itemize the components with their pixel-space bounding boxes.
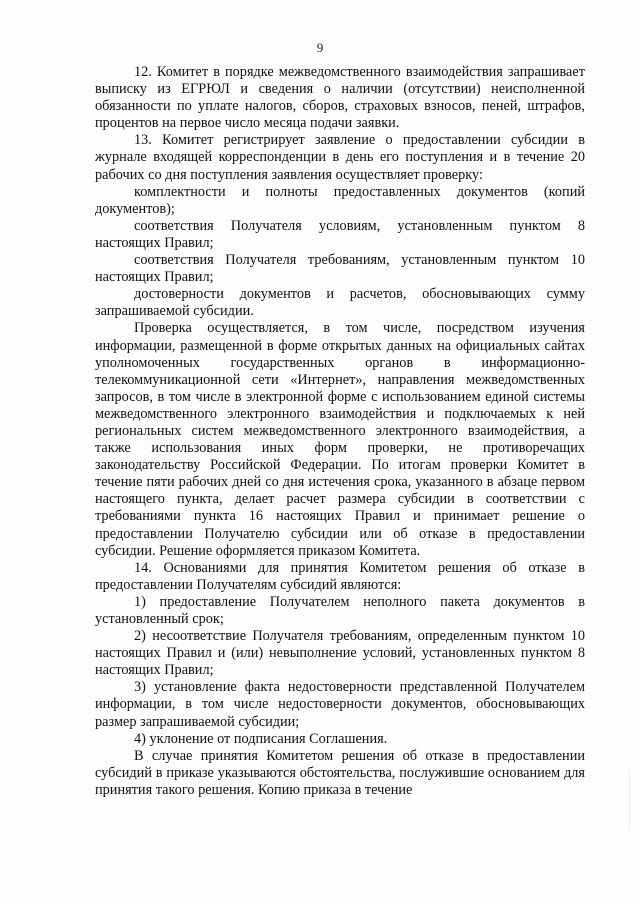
document-body [95,64,585,799]
refusal-ground-4: 4) уклонение от подписания Соглашения. [134,730,388,747]
paragraph-14: 14. Основаниями для принятия Комитетом решения об отказе в предоставлении Получателям субсидий являются: [95,559,585,593]
refusal-ground-1: 1) предоставление Получателем неполного пакета документов в установленный срок; [95,593,585,627]
check-item-reliability: достоверности документов и расчетов, обосновывающих сумму запрашиваемой субсидии. [95,286,585,320]
refusal-ground-2: 2) несоответствие Получателя требованиям, определенным пунктом 10 настоящих Правил и (или) невыполнение условий, установленных пунктом 8 настоящих Правил; [95,628,585,679]
paragraph-12: 12. Комитет в порядке межведомственного взаимодействия запрашивает выписку из ЕГРЮЛ и сведения о наличии (отсутствии) неисполненной обязанности по уплате налогов, сборов, страховых взносов, пеней, штрафов, процентов на первое число месяца подачи заявки. [95,64,585,132]
check-item-completeness: комплектности и полноты предоставленных документов (копий документов); [95,183,585,217]
check-item-conditions: соответствия Получателя условиям, установленным пунктом 8 настоящих Правил; [95,217,585,251]
paragraph-verification: Проверка осуществляется, в том числе, посредством изучения информации, размещенной в форме открытых данных на официальных сайтах уполномоченных государственных органов в информационно-телекоммуникационной сети «Интернет», направления межведомственных запросов, в том числе в электронной форме с использованием единой системы межведомственного электронного взаимодействия и подключаемых к ней региональных систем межведомственного электронного взаимодействия, а также использования иных форм проверки, не противоречащих законодательству Российской Федерации. По итогам проверки Комитет в течение пяти рабочих дней со дня истечения срока, указанного в абзаце первом настоящего пункта, делает расчет размера субсидии в соответствии с требованиями пункта 16 настоящих Правил и принимает решение о предоставлении Получателю субсидии или об отказе в предоставлении субсидии. Решение оформляется приказом Комитета. [95,320,585,559]
paragraph-13: 13. Комитет регистрирует заявление о предоставлении субсидии в журнале входящей корреспонденции в день его поступления и в течение 20 рабочих со дня поступления заявления осуществляет проверку: [95,132,585,183]
refusal-ground-3: 3) установление факта недостоверности представленной Получателем информации, в том числе недостоверности документов, обосновывающих размер запрашиваемой субсидии; [95,679,585,730]
page-number: 9 [316,40,324,55]
scan-edge-mark [629,770,636,830]
paragraph-refusal-order: В случае принятия Комитетом решения об отказе в предоставлении субсидий в приказе указываются обстоятельства, послужившие основанием для принятия такого решения. Копию приказа в течение [95,747,585,798]
check-item-requirements: соответствия Получателя требованиям, установленным пунктом 10 настоящих Правил; [95,252,585,286]
